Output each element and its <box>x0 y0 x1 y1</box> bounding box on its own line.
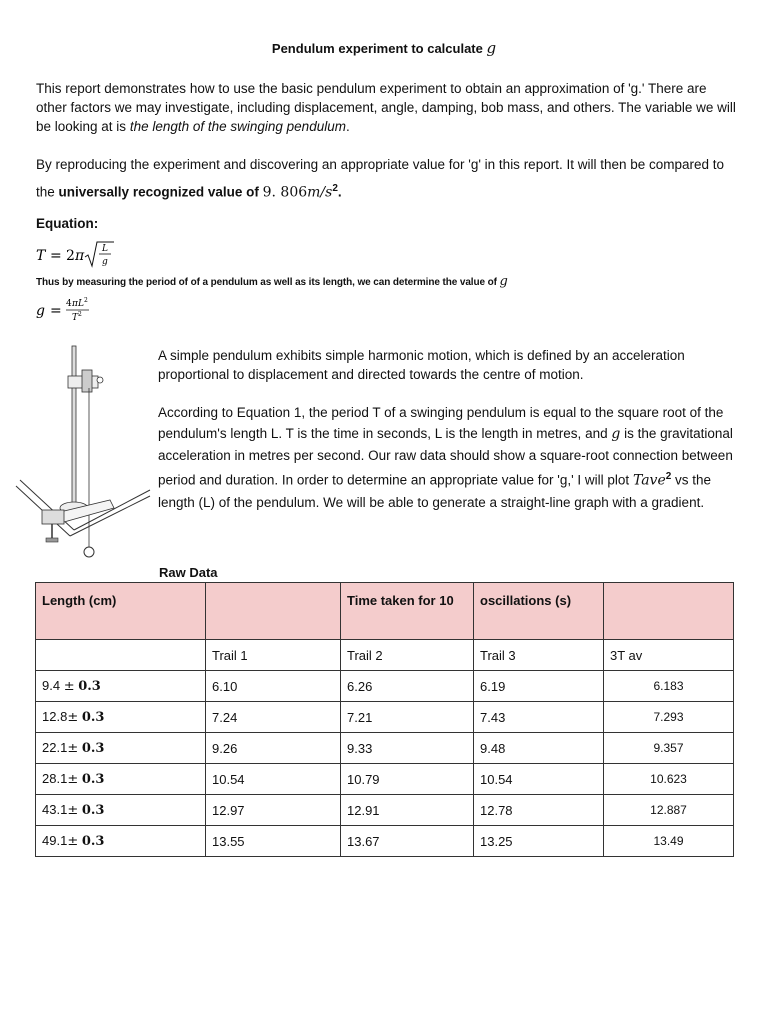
trail-1-cell: 10.54 <box>206 764 341 795</box>
svg-text:2: 2 <box>66 248 75 264</box>
equation-explanation-paragraph <box>158 402 738 513</box>
trail-3-cell: 12.78 <box>474 795 604 826</box>
plus-minus-sign: ± <box>67 803 79 818</box>
raw-data-heading: Raw Data <box>159 565 218 580</box>
g-value-exponent: 2 <box>332 183 338 194</box>
explanation-text-a: According to Equation 1, the period T of a swinging pendulum is equal to the square root of the pendulum's length L. T is the time in seconds, L is the length in metres, and <box>158 405 724 441</box>
plus-minus-sign: ± <box>67 834 79 849</box>
svg-text:2: 2 <box>84 297 88 304</box>
trail-1-cell: 7.24 <box>206 702 341 733</box>
thus-g-symbol: g <box>499 274 508 289</box>
subheader-blank <box>36 640 206 671</box>
compare-end: . <box>337 184 342 200</box>
header-time-taken: Time taken for 10 <box>341 583 474 640</box>
length-cell <box>36 764 206 795</box>
trail-3-cell: 10.54 <box>474 764 604 795</box>
trail-2-cell: 13.67 <box>341 826 474 857</box>
table-header-row <box>36 583 734 640</box>
trail-1-cell: 9.26 <box>206 733 341 764</box>
trail-1-cell: 12.97 <box>206 795 341 826</box>
trail-3-cell: 13.25 <box>474 826 604 857</box>
g-value-unit: m/s <box>307 184 333 201</box>
subheader-trail-3: Trail 3 <box>474 640 604 671</box>
plus-minus-sign: ± <box>67 710 79 725</box>
trail-3-cell: 6.19 <box>474 671 604 702</box>
tave-symbol: Tave <box>632 472 666 489</box>
svg-text:4: 4 <box>66 299 72 309</box>
g-value-number: 9. 806 <box>262 184 308 201</box>
svg-text:=: = <box>50 248 62 264</box>
svg-text:T: T <box>72 313 79 323</box>
average-cell: 10.623 <box>604 764 734 795</box>
uncertainty-value: 0.3 <box>81 803 105 818</box>
pendulum-apparatus-illustration <box>12 340 152 565</box>
uncertainty-value: 0.3 <box>81 834 105 849</box>
explanation-g-symbol: g <box>611 426 621 442</box>
length-cell <box>36 702 206 733</box>
explanation-text-c: vs the length (L) of the pendulum. We will be able to generate a straight-line graph with a gradient. <box>158 472 712 510</box>
table-row <box>36 702 734 733</box>
tave-exponent: 2 <box>665 471 672 482</box>
plus-minus-sign: ± <box>63 679 75 694</box>
shm-paragraph: A simple pendulum exhibits simple harmonic motion, which is defined by an acceleration proportional to displacement and directed towards the centre of motion. <box>158 348 685 382</box>
trail-3-cell: 7.43 <box>474 702 604 733</box>
svg-text:π: π <box>72 299 78 309</box>
average-cell: 7.293 <box>604 702 734 733</box>
header-length: Length (cm) <box>36 583 206 640</box>
thus-statement <box>36 274 508 289</box>
length-value: 9.4 <box>42 678 61 693</box>
g-equation <box>36 296 156 328</box>
trail-2-cell: 10.79 <box>341 764 474 795</box>
average-cell: 9.357 <box>604 733 734 764</box>
intro-text: This report demonstrates how to use the basic pendulum experiment to obtain an approximation of 'g.' There are other factors we may investigate, including displacement, angle, damping, bob mass, and others. The variable we will be looking at is <box>36 81 736 134</box>
length-value: 22.1 <box>42 740 68 755</box>
length-cell <box>36 733 206 764</box>
header-oscillations: oscillations (s) <box>474 583 604 640</box>
svg-text:π: π <box>75 248 85 264</box>
header-blank-2 <box>604 583 734 640</box>
page-title <box>0 39 768 57</box>
trail-2-cell: 12.91 <box>341 795 474 826</box>
svg-text:L: L <box>102 244 108 254</box>
length-cell <box>36 671 206 702</box>
svg-text:L: L <box>78 299 84 309</box>
svg-text:g: g <box>36 303 45 319</box>
length-cell <box>36 795 206 826</box>
length-cell <box>36 826 206 857</box>
average-cell: 6.183 <box>604 671 734 702</box>
length-value: 28.1 <box>42 771 68 786</box>
subheader-trail-2: Trail 2 <box>341 640 474 671</box>
uncertainty-value: 0.3 <box>81 772 105 787</box>
trail-1-cell: 13.55 <box>206 826 341 857</box>
svg-text:T: T <box>36 248 46 264</box>
table-subheader-row <box>36 640 734 671</box>
explanation-text-b: is the gravitational acceleration in metres per second. Our raw data should show a square-root connection between period and duration. In order to determine an appropriate value for 'g,' I will plot <box>158 426 733 488</box>
table-row <box>36 764 734 795</box>
svg-text:2: 2 <box>78 311 82 318</box>
average-cell: 12.887 <box>604 795 734 826</box>
plus-minus-sign: ± <box>67 741 79 756</box>
raw-data-table <box>35 582 734 857</box>
length-value: 49.1 <box>42 833 68 848</box>
average-cell: 13.49 <box>604 826 734 857</box>
trail-1-cell: 6.10 <box>206 671 341 702</box>
intro-emphasis: the length of the swinging pendulum <box>129 119 346 134</box>
uncertainty-value: 0.3 <box>81 741 105 756</box>
trail-3-cell: 9.48 <box>474 733 604 764</box>
header-blank-1 <box>206 583 341 640</box>
compare-bold: universally recognized value of <box>58 184 259 200</box>
svg-text:=: = <box>50 303 62 319</box>
uncertainty-value: 0.3 <box>78 679 101 694</box>
compare-text: By reproducing the experiment and discovering an appropriate value for 'g' in this report. It will then be compared to the <box>36 157 725 200</box>
compare-paragraph <box>36 153 736 205</box>
title-g-symbol: g <box>486 39 497 57</box>
period-equation <box>36 238 156 272</box>
title-text: Pendulum experiment to calculate <box>271 41 483 56</box>
trail-2-cell: 7.21 <box>341 702 474 733</box>
intro-end: . <box>345 119 350 134</box>
table-row <box>36 826 734 857</box>
trail-2-cell: 6.26 <box>341 671 474 702</box>
svg-text:g: g <box>102 257 108 267</box>
table-row <box>36 795 734 826</box>
equation-heading: Equation: <box>36 216 99 231</box>
plus-minus-sign: ± <box>67 772 79 787</box>
intro-paragraph <box>36 79 736 136</box>
table-row <box>36 733 734 764</box>
thus-text: Thus by measuring the period of of a pendulum as well as its length, we can determine the value of <box>36 277 497 288</box>
length-value: 43.1 <box>42 802 68 817</box>
subheader-average: 3T av <box>604 640 734 671</box>
table-row <box>36 671 734 702</box>
trail-2-cell: 9.33 <box>341 733 474 764</box>
subheader-trail-1: Trail 1 <box>206 640 341 671</box>
length-value: 12.8 <box>42 709 68 724</box>
uncertainty-value: 0.3 <box>81 710 105 725</box>
